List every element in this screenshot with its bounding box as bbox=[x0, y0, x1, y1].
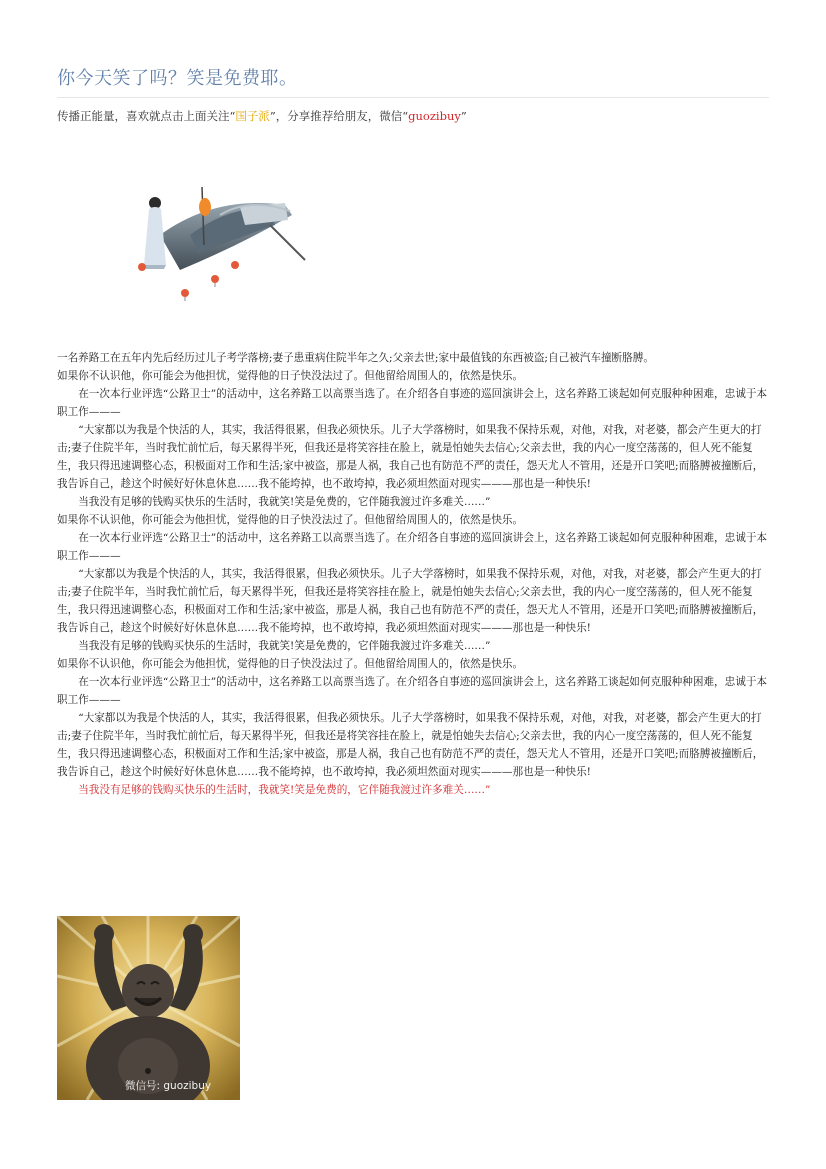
intro-text-before: 传播正能量，喜欢就点击上面关注“ bbox=[57, 109, 236, 123]
page-title: 你今天笑了吗？笑是免费耶。 bbox=[57, 68, 298, 89]
account-name-link[interactable]: 国子派 bbox=[235, 109, 270, 123]
quote-paragraph: “大家都以为我是个快活的人，其实，我活得很累，但我必须快乐。儿子大学落榜时，如果我不保持乐观，对他，对我，对老婆，都会产生更大的打击;妻子住院半年，当时我忙前忙后，每天累得半死，但我还是将笑容挂在脸上，就是怕她失去信心;父亲去世，我的内心一度空荡荡的，但人死不能复生，我只得迅速调整心态，积极面对工作和生活;家中被盗，那是人祸，我自己也有防范不严的责任，怨天尤人不管用，还是开口笑吧;而胳膊被撞断后，我告诉自己，趁这个时候好好休息休息……我不能垮掉，也不敢垮掉，我必须坦然面对现实———那也是一种快乐! bbox=[57, 712, 764, 778]
intro-text-middle: ”，分享推荐给朋友，微信“ bbox=[269, 109, 409, 123]
buddha-picture bbox=[57, 916, 240, 1100]
article-lead: 一名养路工在五年内先后经历过儿子考学落榜;妻子患重病住院半年之久;父亲去世;家中最值钱的东西被盗;自己被汽车撞断胳膊。 bbox=[57, 352, 654, 364]
quote-paragraph: “大家都以为我是个快活的人，其实，我活得很累，但我必须快乐。儿子大学落榜时，如果我不保持乐观，对他，对我，对老婆，都会产生更大的打击;妻子住院半年，当时我忙前忙后，每天累得半死，但我还是将笑容挂在脸上，就是怕她失去信心;父亲去世，我的内心一度空荡荡的，但人死不能复生，我只得迅速调整心态，积极面对工作和生活;家中被盗，那是人祸，我自己也有防范不严的责任，怨天尤人不管用，还是开口笑吧;而胳膊被撞断后，我告诉自己，趁这个时候好好休息休息……我不能垮掉，也不敢垮掉，我必须坦然面对现实———那也是一种快乐! bbox=[57, 568, 764, 634]
paragraph: 当我没有足够的钱购买快乐的生活时，我就笑!笑是免费的，它伴随我渡过许多难关……” bbox=[78, 640, 491, 652]
laughing-buddha-image bbox=[57, 916, 240, 1100]
paragraph: 如果你不认识他，你可能会为他担忧，觉得他的日子快没法过了。但他留给周围人的，依然是快乐。 bbox=[57, 370, 524, 382]
wechat-id: guozibuy bbox=[408, 109, 461, 123]
paragraph: 在一次本行业评选“公路卫士”的活动中，这名养路工以高票当选了。在介绍各自事迹的巡回演讲会上，这名养路工谈起如何克服种种困难，忠诚于本职工作——— bbox=[57, 388, 768, 418]
intro-text-after: ” bbox=[460, 109, 467, 123]
paragraph: 如果你不认识他，你可能会为他担忧，觉得他的日子快没法过了。但他留给周围人的，依然是快乐。 bbox=[57, 514, 524, 526]
paragraph: 在一次本行业评选“公路卫士”的活动中，这名养路工以高票当选了。在介绍各自事迹的巡回演讲会上，这名养路工谈起如何克服种种困难，忠诚于本职工作——— bbox=[57, 676, 768, 706]
title-divider bbox=[57, 97, 769, 98]
highlighted-closing-paragraph: 当我没有足够的钱购买快乐的生活时，我就笑!笑是免费的，它伴随我渡过许多难关……” bbox=[78, 784, 491, 796]
paragraph: 如果你不认识他，你可能会为他担忧，觉得他的日子快没法过了。但他留给周围人的，依然是快乐。 bbox=[57, 658, 524, 670]
paragraph: 在一次本行业评选“公路卫士”的活动中，这名养路工以高票当选了。在介绍各自事迹的巡回演讲会上，这名养路工谈起如何克服种种困难，忠诚于本职工作——— bbox=[57, 532, 768, 562]
paragraph: 当我没有足够的钱购买快乐的生活时，我就笑!笑是免费的，它伴随我渡过许多难关……” bbox=[78, 496, 491, 508]
quote-paragraph: “大家都以为我是个快活的人，其实，我活得很累，但我必须快乐。儿子大学落榜时，如果我不保持乐观，对他，对我，对老婆，都会产生更大的打击;妻子住院半年，当时我忙前忙后，每天累得半死，但我还是将笑容挂在脸上，就是怕她失去信心;父亲去世，我的内心一度空荡荡的，但人死不能复生，我只得迅速调整心态，积极面对工作和生活;家中被盗，那是人祸，我自己也有防范不严的责任，怨天尤人不管用，还是开口笑吧;而胳膊被撞断后，我告诉自己，趁这个时候好好休息休息……我不能垮掉，也不敢垮掉，我必须坦然面对现实———那也是一种快乐! bbox=[57, 424, 764, 490]
article-body bbox=[57, 349, 769, 799]
wechat-watermark: 微信号: guozibuy bbox=[125, 1080, 212, 1092]
boat-illustration bbox=[120, 175, 310, 305]
intro-line bbox=[57, 108, 467, 124]
